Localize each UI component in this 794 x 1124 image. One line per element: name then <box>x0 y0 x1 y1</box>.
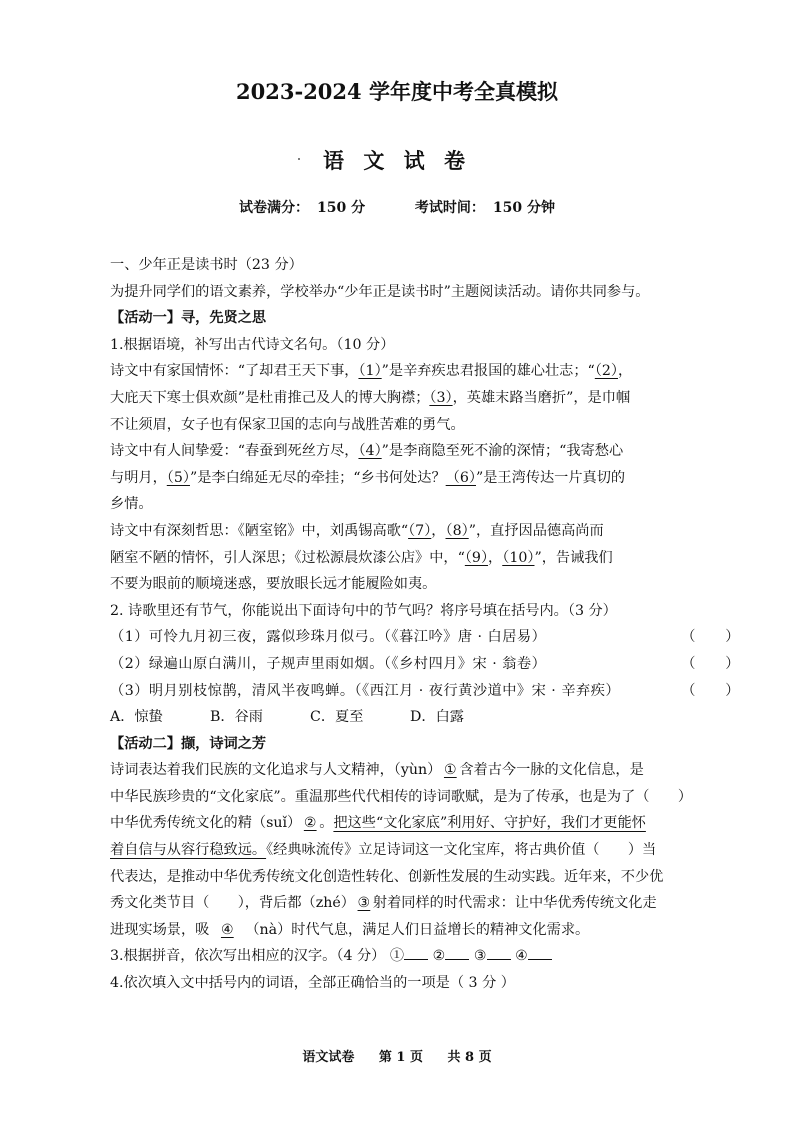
blank-3[interactable]: （3） <box>429 389 453 406</box>
question-2: 2. 诗歌里还有节气，你能说出下面诗句中的节气吗？将序号填在括号内。（3 分） <box>110 602 617 619</box>
question-1: 1.根据语境，补写出古代诗文名句。（10 分） <box>110 336 395 353</box>
time-value: 150 分钟 <box>492 200 555 216</box>
q1-paragraph-2: 诗文中有人间挚爱：“春蚕到死丝方尽，（4）”是李商隐至死不渝的深情；“我寄愁心 与明月，（5）”是李白绵延无尽的牵挂；“乡书何处达？（6）”是王湾传达一片真切的 乡情。 <box>110 443 626 513</box>
q1-paragraph-1: 诗文中有家国情怀：“了却君王天下事，（1）”是辛弃疾忠君报国的雄心壮志；“（2）， 大庇天下寒士俱欢颜”是杜甫推己及人的博大胸襟；（3），英雄末路当磨折”，是巾帼 不让须眉，女子也有保家卫国的志向与战胜苦难的勇气。 <box>110 363 633 433</box>
blank-5[interactable]: （5） <box>166 469 190 486</box>
full-score-label: 试卷满分： <box>239 200 310 216</box>
exam-title: 2023-2024 学年度中考全真模拟 <box>236 79 558 104</box>
q1-paragraph-3: 诗文中有深刻哲思：《陋室铭》中，刘禹锡高歌“（7），（8）”，直抒因品德高尚而 陋室不陋的情怀，引人深思；《过松源晨炊漆公店》中，“（9），（10）”，告诫我们 不要为眼前的顺境迷惑，要放眼长远才能履险如夷。 <box>110 522 613 593</box>
activity2-heading: 【活动二】撷，诗词之芳 <box>110 735 267 752</box>
answer-blank-4[interactable] <box>528 945 552 960</box>
q2-options <box>110 704 740 731</box>
exam-body <box>110 252 740 997</box>
pinyin-blank-2[interactable]: ② <box>303 815 317 832</box>
option-d: D．白露 <box>410 709 464 726</box>
underlined-sentence-cont: 着自信与从容行稳致远。 <box>110 842 267 859</box>
pinyin-blank-4[interactable]: ④ <box>220 921 234 938</box>
answer-paren-1[interactable]: （ ） <box>681 629 740 646</box>
full-score: 150 分 <box>317 200 366 216</box>
question-4: 4.依次填入文中括号内的词语，全部正确恰当的一项是（ 3 分 ） <box>110 975 515 992</box>
pinyin-blank-3[interactable]: ③ <box>357 895 371 912</box>
time-label: 考试时间： <box>414 200 485 216</box>
section-intro: 为提升同学们的语文素养，学校举办“少年正是读书时”主题阅读活动。请你共同参与。 <box>110 283 650 300</box>
blank-6[interactable]: （6） <box>445 469 476 486</box>
reading-passage: 诗词表达着我们民族的文化追求与人文精神，（yùn） ① 含着古今一脉的文化信息，是 中华民族珍贵的“文化家底”。重温那些代代相传的诗词歌赋，是为了传承，也是为了（ ） 中华优秀传统文化的精（suǐ） ② 。把这些“文化家底”利用好、守护好，我们才更能怀 着自信与从容行稳致远。《经典咏流传》立足诗词这一文化宝库，将古典价值（ ）当 代表达，是推动中华优秀传统文化创造性转化、创新性发展的生动实践。近年来，不少优 秀文化类节目（ ），背后都（zhé） ③ 射着同样的时代需求：让中华优秀传统文化走 进现实场景，吸 ④ （nà）时代气息，满足人们日益增长的精神文化需求。 <box>110 757 740 943</box>
blank-2[interactable]: （2） <box>594 363 618 380</box>
q2-item-3: （3）明月别枝惊鹊，清风半夜鸣蝉。（《西江月 · 夜行黄沙道中》宋 · 辛弃疾） （ ） <box>110 678 740 705</box>
answer-paren-2[interactable]: （ ） <box>681 655 740 672</box>
question-3: 3.根据拼音，依次写出相应的汉字。（4 分） ① ② ③ ④ <box>110 943 740 970</box>
footer-total: 共 8 页 <box>447 1050 492 1065</box>
blank-8[interactable]: （8） <box>445 522 469 539</box>
option-a: A．惊蛰 <box>110 709 163 726</box>
activity1-heading: 【活动一】寻，先贤之思 <box>110 310 267 327</box>
option-c: C．夏至 <box>310 709 364 726</box>
blank-4[interactable]: （4） <box>358 443 382 460</box>
q2-item-2: （2）绿遍山原白满川，子规声里雨如烟。（《乡村四月》宋 · 翁卷） （ ） <box>110 651 740 678</box>
answer-blank-1[interactable] <box>404 945 428 960</box>
exam-meta <box>0 197 794 217</box>
section-heading: 一、少年正是读书时（23 分） <box>110 257 303 273</box>
blank-10[interactable]: （10） <box>502 549 535 566</box>
blank-1[interactable]: （1） <box>358 363 382 380</box>
answer-paren-3[interactable]: （ ） <box>681 682 740 699</box>
exam-subtitle: 语 文 试 卷 <box>323 148 471 173</box>
blank-7[interactable]: （7） <box>408 522 432 539</box>
answer-blank-3[interactable] <box>487 945 511 960</box>
footer-page: 第 1 页 <box>378 1050 423 1065</box>
answer-blank-2[interactable] <box>445 945 469 960</box>
option-b: B．谷雨 <box>210 709 263 726</box>
footer-subject: 语文试卷 <box>302 1050 355 1065</box>
q2-item-1: （1）可怜九月初三夜，露似珍珠月似弓。（《暮江吟》唐 · 白居易） （ ） <box>110 624 740 651</box>
page-footer <box>0 1046 794 1065</box>
blank-9[interactable]: （9） <box>464 549 489 566</box>
underlined-sentence: 把这些“文化家底”利用好、守护好，我们才更能怀 <box>333 815 646 832</box>
pinyin-blank-1[interactable]: ① <box>443 762 457 779</box>
